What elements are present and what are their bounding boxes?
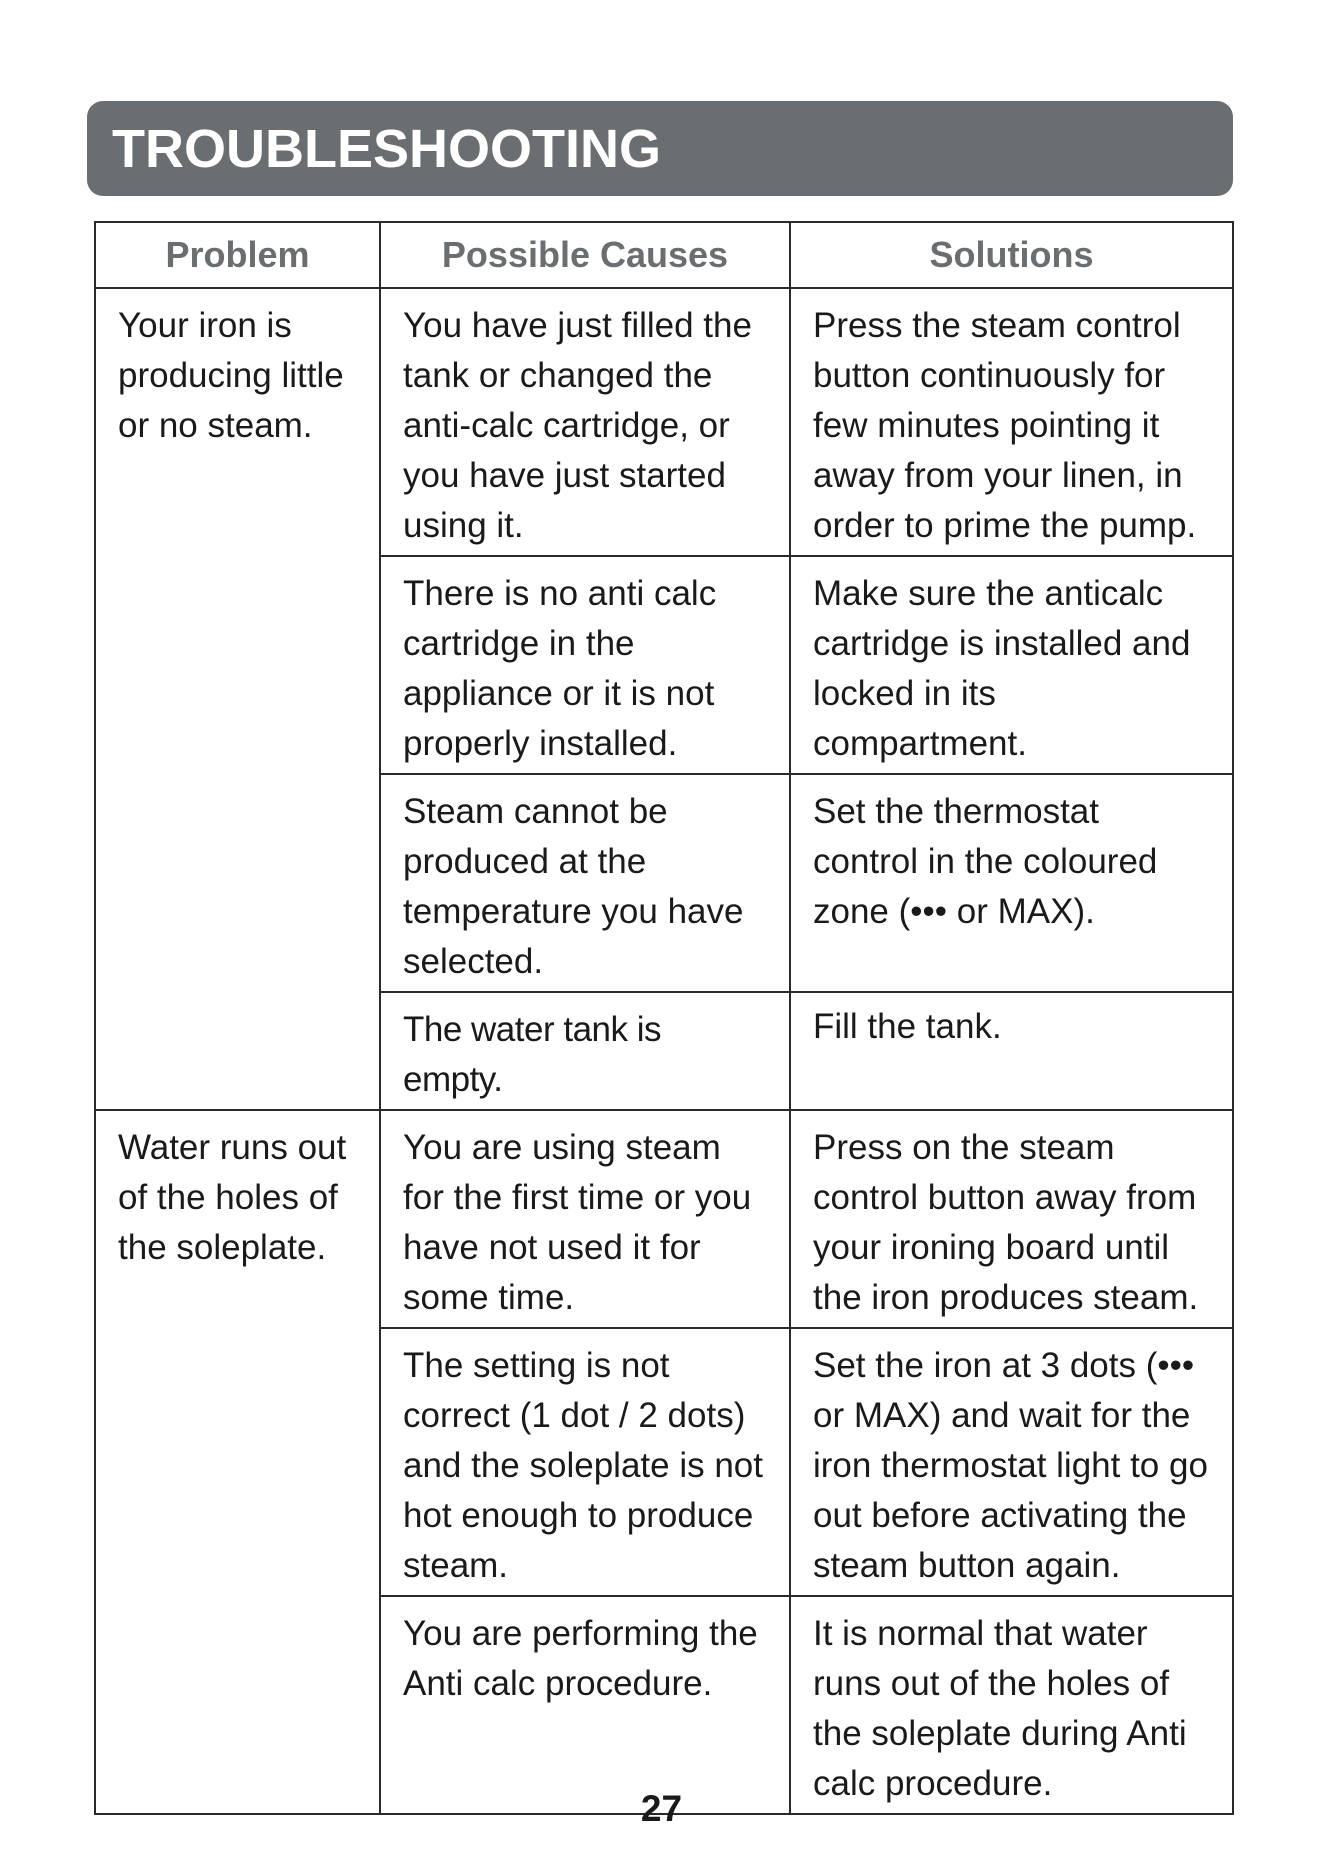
solution-cell: Make sure the anticalc cartridge is installed and locked in its compartment. (790, 556, 1233, 774)
solution-cell: Set the thermostat control in the coloured zone (••• or MAX). (790, 774, 1233, 992)
column-header-problem: Problem (95, 222, 380, 288)
solution-cell: Set the iron at 3 dots (••• or MAX) and wait for the iron thermostat light to go out before activating the steam button again. (790, 1328, 1233, 1596)
solution-cell: Press on the steam control button away from your ironing board until the iron produces steam. (790, 1110, 1233, 1328)
column-header-causes: Possible Causes (380, 222, 790, 288)
table-row (95, 288, 1233, 556)
troubleshooting-table (94, 221, 1234, 1815)
section-title-bar (87, 101, 1233, 196)
cause-cell: There is no anti calc cartridge in the appliance or it is not properly installed. (380, 556, 790, 774)
solution-cell: Fill the tank. (790, 992, 1233, 1110)
cause-cell: The water tank is empty. (380, 992, 790, 1110)
problem-cell: Your iron is producing little or no steam. (95, 288, 380, 1110)
page-title: TROUBLESHOOTING (112, 118, 661, 179)
cause-cell: Steam cannot be produced at the temperature you have selected. (380, 774, 790, 992)
cause-cell: You are performing the Anti calc procedure. (380, 1596, 790, 1814)
solution-cell: Press the steam control button continuously for few minutes pointing it away from your linen, in order to prime the pump. (790, 288, 1233, 556)
table-header-row (95, 222, 1233, 288)
page-number: 27 (640, 1788, 683, 1829)
cause-cell: You are using steam for the first time or you have not used it for some time. (380, 1110, 790, 1328)
cause-cell: The setting is not correct (1 dot / 2 dots) and the soleplate is not hot enough to produce steam. (380, 1328, 790, 1596)
column-header-solutions: Solutions (790, 222, 1233, 288)
solution-cell: It is normal that water runs out of the holes of the soleplate during Anti calc procedure. (790, 1596, 1233, 1814)
table-row (95, 1110, 1233, 1328)
cause-cell: You have just filled the tank or changed the anti-calc cartridge, or you have just started using it. (380, 288, 790, 556)
problem-cell: Water runs out of the holes of the soleplate. (95, 1110, 380, 1814)
